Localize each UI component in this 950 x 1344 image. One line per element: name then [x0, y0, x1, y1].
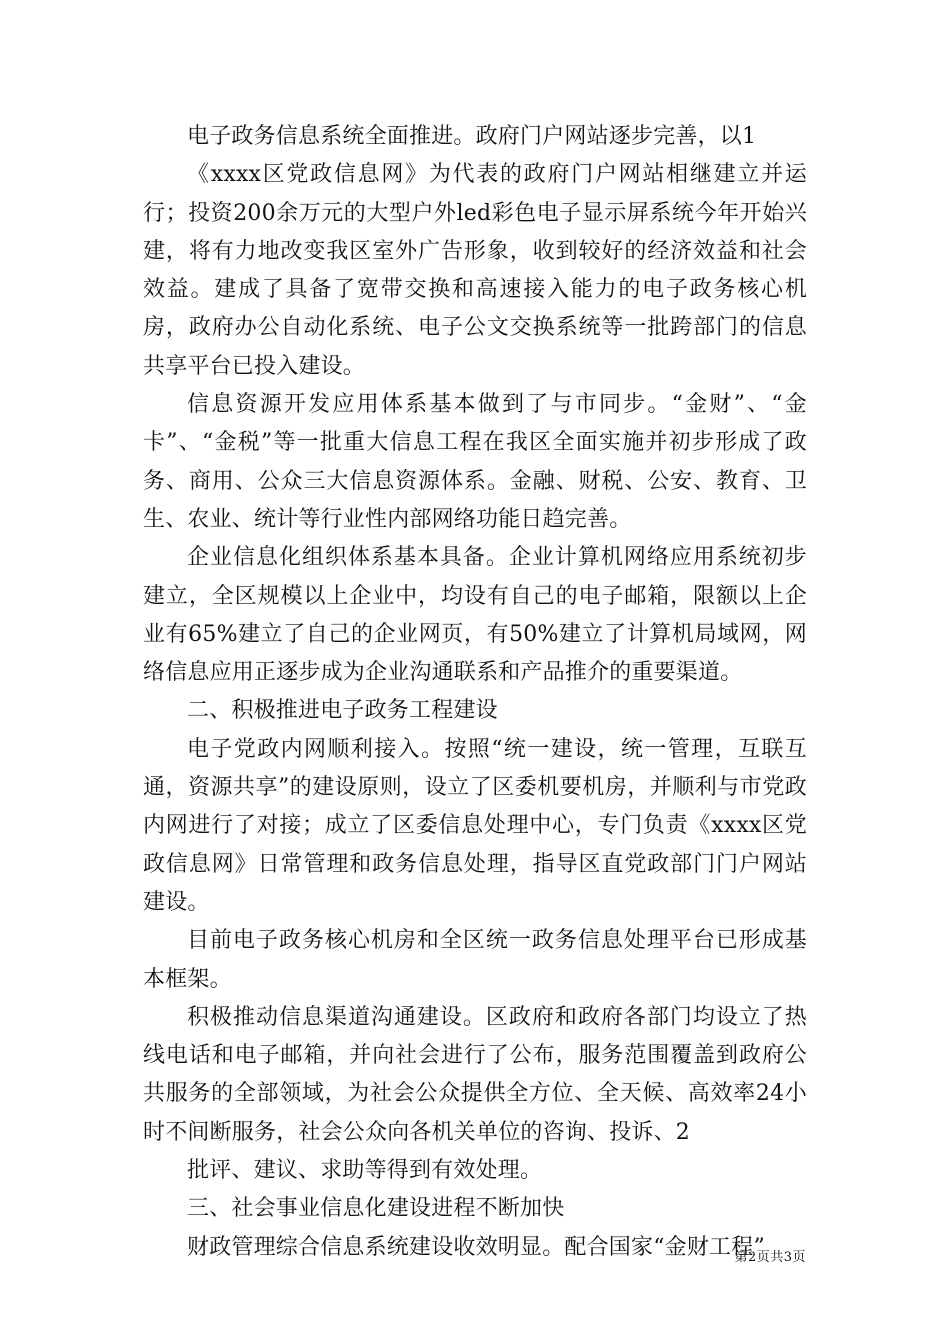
paragraph-1: 电子政务信息系统全面推进。政府门户网站逐步完善，以1: [187, 124, 757, 149]
document-body: [143, 118, 807, 1267]
paragraph-5: 电子党政内网顺利接入。按照“统一建设，统一管理，互联互通，资源共享”的建设原则，设立了区委机要机房，并顺利与市党政内网进行了对接；成立了区委信息处理中心，专门负责《xxxx区党政信息网》日常管理和政务信息处理，指导区直党政部门门户网站建设。: [143, 736, 807, 915]
section-heading-3: 三、社会事业信息化建设进程不断加快: [187, 1196, 565, 1222]
paragraph-8: 批评、建议、求助等得到有效处理。: [187, 1158, 543, 1184]
paragraph-7: 积极推动信息渠道沟通建设。区政府和政府各部门均设立了热线电话和电子邮箱，并向社会进行了公布，服务范围覆盖到政府公共服务的全部领域，为社会公众提供全方位、全天候、高效率24小时不间断服务，社会公众向各机关单位的咨询、投诉、2: [143, 1004, 807, 1145]
paragraph-4: 企业信息化组织体系基本具备。企业计算机网络应用系统初步建立，全区规模以上企业中，均设有自己的电子邮箱，限额以上企业有65%建立了自己的企业网页，有50%建立了计算机局域网，网络信息应用正逐步成为企业沟通联系和产品推介的重要渠道。: [143, 545, 807, 686]
paragraph-9: 财政管理综合信息系统建设收效明显。配合国家“金财工程”: [187, 1234, 765, 1260]
paragraph-2: 《xxxx区党政信息网》为代表的政府门户网站相继建立并运行；投资200余万元的大型户外led彩色电子显示屏系统今年开始兴建，将有力地改变我区室外广告形象，收到较好的经济效益和社会效益。建成了具备了宽带交换和高速接入能力的电子政务核心机房，政府办公自动化系统、电子公文交换系统等一批跨部门的信息共享平台已投入建设。: [143, 162, 807, 379]
paragraph-6: 目前电子政务核心机房和全区统一政务信息处理平台已形成基本框架。: [143, 928, 807, 992]
section-heading-2: 二、积极推进电子政务工程建设: [187, 698, 498, 724]
page-number-footer: 第2页共3页: [734, 1250, 806, 1265]
paragraph-3: 信息资源开发应用体系基本做到了与市同步。“金财”、“金卡”、“金税”等一批重大信息工程在我区全面实施并初步形成了政务、商用、公众三大信息资源体系。金融、财税、公安、教育、卫生、农业、统计等行业性内部网络功能日趋完善。: [143, 392, 807, 532]
